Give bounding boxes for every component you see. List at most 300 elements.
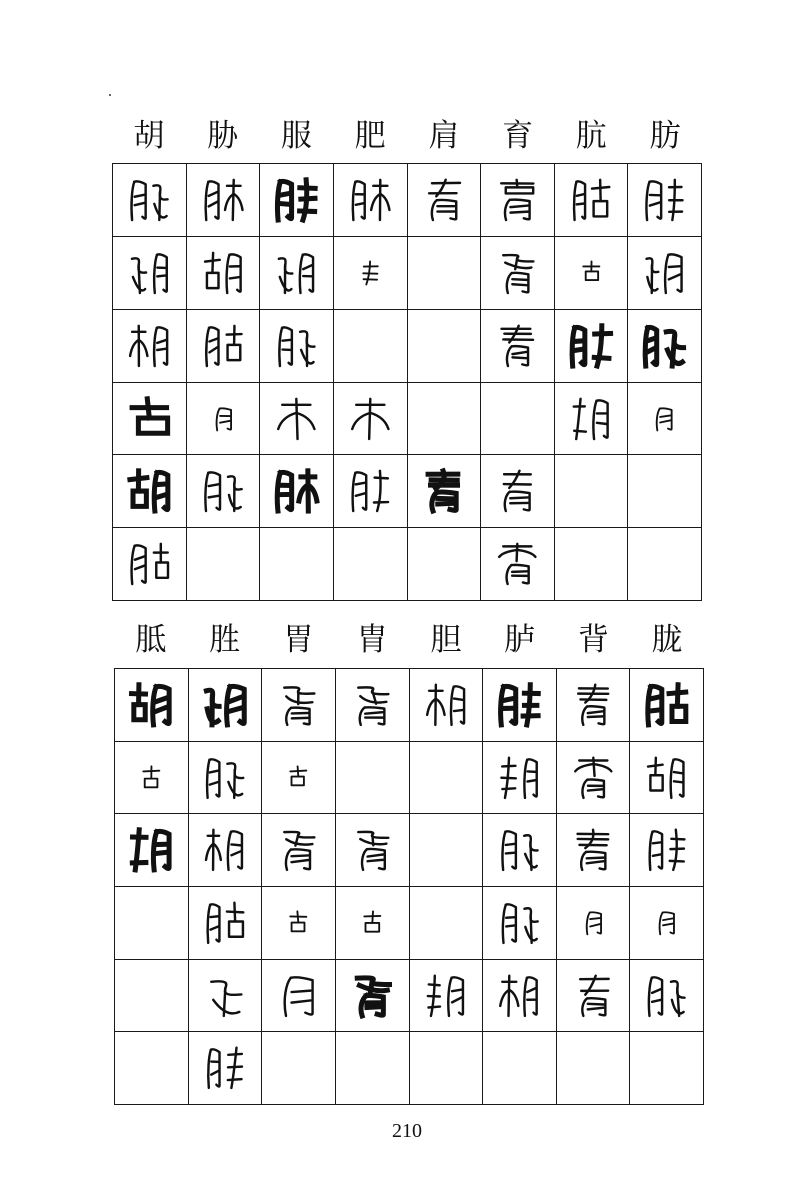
glyph-cell	[630, 887, 704, 960]
glyph-cell	[189, 1032, 263, 1105]
glyph-strokes	[353, 180, 390, 220]
glyph-strokes	[352, 398, 388, 438]
glyph-stroke	[157, 707, 168, 711]
glyph-stroke	[586, 912, 589, 934]
glyph-stroke	[512, 273, 529, 292]
glyph-strokes	[278, 471, 318, 511]
glyph-cell	[336, 669, 410, 742]
glyph-stroke	[576, 398, 580, 438]
header-character: 肮	[575, 118, 607, 154]
table-2-header-row	[114, 623, 704, 657]
glyph-strokes	[132, 685, 170, 725]
glyph-stroke	[292, 1000, 311, 1002]
glyph-stroke	[356, 203, 364, 205]
glyph-stroke	[437, 504, 454, 505]
glyph-stroke	[159, 192, 160, 220]
glyph-stroke	[135, 566, 145, 570]
empty-cell	[408, 310, 482, 383]
glyph-stroke	[510, 200, 530, 220]
glyph-strokes	[648, 757, 683, 797]
glyph-strokes	[278, 398, 314, 438]
glyph-stroke	[278, 473, 281, 511]
glyph-cell	[557, 814, 631, 887]
seal-glyph-small-icon	[334, 237, 407, 309]
glyph-stroke	[286, 850, 291, 870]
empty-cell	[410, 887, 484, 960]
glyph-stroke	[157, 327, 167, 364]
glyph-cell	[483, 669, 557, 742]
glyph-stroke	[506, 925, 515, 926]
glyph-strokes	[278, 180, 316, 220]
seal-glyph-icon	[262, 669, 335, 741]
glyph-strokes	[650, 830, 685, 870]
seal-glyph-icon	[630, 960, 703, 1032]
glyph-stroke	[672, 839, 685, 840]
header-character: 胄	[356, 622, 388, 658]
glyph-stroke	[670, 861, 684, 862]
glyph-stroke	[678, 685, 679, 706]
glyph-stroke	[135, 546, 146, 583]
glyph-stroke	[365, 707, 385, 724]
glyph-cell	[408, 164, 482, 237]
header-character: 服	[280, 118, 312, 154]
glyph-stroke	[650, 202, 660, 205]
glyph-stroke	[282, 327, 292, 364]
glyph-stroke	[208, 1050, 211, 1088]
glyph-stroke	[506, 832, 516, 869]
glyph-stroke	[577, 204, 585, 205]
glyph-cell	[557, 669, 631, 742]
glyph-stroke	[590, 912, 601, 933]
glyph-strokes	[574, 180, 609, 220]
glyph-stroke	[650, 832, 653, 870]
glyph-strokes	[358, 832, 388, 870]
glyph-strokes	[285, 687, 315, 725]
glyph-cell	[557, 742, 631, 815]
seal-glyph-bold-icon	[336, 960, 409, 1032]
glyph-stroke	[660, 912, 663, 934]
table-2-glyph-grid	[114, 668, 704, 1105]
glyph-stroke	[586, 858, 603, 859]
empty-cell	[262, 1032, 336, 1105]
seal-glyph-icon	[334, 164, 407, 236]
seal-glyph-small-icon	[555, 237, 628, 309]
glyph-strokes	[132, 398, 168, 432]
glyph-stroke	[209, 770, 218, 772]
glyph-cell	[262, 814, 336, 887]
glyph-stroke	[209, 347, 217, 352]
glyph-strokes	[285, 977, 313, 1016]
glyph-stroke	[157, 697, 168, 701]
glyph-stroke	[352, 412, 370, 428]
glyph-strokes	[648, 685, 686, 725]
glyph-stroke	[360, 707, 365, 724]
glyph-stroke	[428, 1006, 440, 1007]
glyph-stroke	[157, 348, 166, 349]
glyph-stroke	[223, 987, 225, 1015]
glyph-stroke	[291, 708, 309, 725]
empty-cell	[555, 455, 629, 528]
glyph-stroke	[651, 697, 661, 699]
glyph-stroke	[647, 182, 650, 220]
glyph-stroke	[653, 855, 661, 857]
glyph-stroke	[208, 202, 217, 207]
glyph-stroke	[231, 845, 240, 846]
glyph-strokes	[580, 975, 609, 1015]
glyph-stroke	[207, 905, 210, 943]
glyph-cell	[113, 164, 187, 237]
glyph-stroke	[154, 473, 157, 511]
seal-glyph-icon	[189, 742, 262, 814]
glyph-stroke	[370, 412, 388, 428]
glyph-stroke	[227, 832, 230, 870]
glyph-stroke	[157, 473, 168, 510]
glyph-stroke	[512, 279, 526, 280]
seal-glyph-icon	[481, 528, 554, 600]
glyph-stroke	[452, 989, 462, 991]
glyph-strokes	[586, 912, 600, 934]
header-character: 肪	[649, 118, 681, 154]
glyph-stroke	[590, 918, 600, 919]
glyph-stroke	[139, 265, 140, 293]
glyph-stroke	[511, 212, 529, 213]
glyph-stroke	[648, 687, 651, 725]
glyph-stroke	[363, 279, 377, 280]
glyph-stroke	[435, 699, 444, 715]
glyph-cell	[115, 669, 189, 742]
glyph-strokes	[660, 912, 674, 934]
header-character: 育	[502, 118, 534, 154]
glyph-stroke	[145, 778, 158, 787]
seal-glyph-icon	[628, 237, 701, 309]
seal-glyph-small-icon	[187, 383, 260, 455]
glyph-cell	[334, 383, 408, 456]
empty-cell	[334, 310, 408, 383]
glyph-stroke	[213, 1000, 239, 1014]
seal-glyph-small-icon	[115, 742, 188, 814]
glyph-stroke	[278, 412, 296, 428]
glyph-stroke	[212, 253, 213, 273]
seal-glyph-icon	[187, 455, 260, 527]
glyph-strokes	[575, 757, 611, 797]
glyph-stroke	[663, 924, 673, 926]
seal-glyph-icon	[408, 164, 481, 236]
glyph-stroke	[134, 181, 145, 218]
glyph-stroke	[210, 904, 219, 941]
glyph-stroke	[512, 565, 529, 584]
glyph-stroke	[291, 977, 313, 1014]
glyph-stroke	[593, 400, 596, 438]
glyph-stroke	[380, 194, 389, 210]
glyph-cell	[187, 455, 261, 528]
glyph-stroke	[669, 266, 681, 267]
seal-glyph-bold-icon	[408, 455, 481, 527]
glyph-strokes	[130, 471, 168, 511]
glyph-strokes	[499, 544, 535, 584]
glyph-stroke	[505, 492, 510, 511]
glyph-cell	[408, 455, 482, 528]
seal-glyph-icon	[262, 814, 335, 886]
glyph-cell	[483, 960, 557, 1033]
glyph-stroke	[303, 254, 313, 291]
glyph-stroke	[575, 327, 585, 364]
glyph-stroke	[513, 357, 527, 358]
glyph-strokes	[657, 408, 672, 430]
empty-cell	[410, 814, 484, 887]
glyph-stroke	[517, 180, 518, 188]
glyph-cell	[260, 383, 334, 456]
glyph-stroke	[596, 400, 607, 437]
glyph-stroke	[454, 699, 463, 700]
glyph-stroke	[517, 550, 535, 557]
glyph-stroke	[280, 327, 283, 365]
glyph-stroke	[503, 832, 506, 870]
glyph-stroke	[666, 255, 669, 293]
glyph-stroke	[297, 412, 315, 428]
glyph-stroke	[650, 181, 662, 218]
glyph-stroke	[210, 926, 218, 929]
empty-cell	[628, 528, 702, 601]
glyph-stroke	[581, 852, 586, 870]
seal-glyph-icon	[483, 960, 556, 1032]
glyph-stroke	[674, 781, 682, 782]
glyph-cell	[187, 310, 261, 383]
glyph-cell	[483, 887, 557, 960]
glyph-stroke	[527, 977, 537, 1014]
glyph-stroke	[590, 924, 600, 926]
glyph-strokes	[206, 686, 244, 725]
glyph-stroke	[507, 346, 512, 366]
glyph-stroke	[154, 255, 157, 293]
seal-glyph-icon	[187, 237, 260, 309]
seal-glyph-small-icon	[628, 383, 701, 455]
empty-cell	[557, 1032, 631, 1105]
glyph-stroke	[227, 345, 240, 360]
seal-glyph-bold-icon	[555, 310, 628, 382]
glyph-stroke	[138, 417, 167, 432]
seal-glyph-icon	[113, 528, 186, 600]
glyph-stroke	[513, 352, 527, 354]
glyph-cell	[481, 164, 555, 237]
glyph-stroke	[574, 182, 576, 220]
glyph-cell	[628, 237, 702, 310]
empty-cell	[115, 887, 189, 960]
seal-glyph-bold-icon	[260, 164, 333, 236]
glyph-cell	[481, 528, 555, 601]
glyph-stroke	[205, 473, 208, 511]
glyph-stroke	[504, 698, 515, 700]
glyph-stroke	[507, 273, 512, 293]
glyph-stroke	[661, 415, 671, 417]
glyph-stroke	[660, 408, 672, 429]
glyph-stroke	[588, 1007, 604, 1009]
seal-glyph-icon	[555, 164, 628, 236]
glyph-stroke	[657, 408, 660, 430]
glyph-stroke	[292, 856, 309, 857]
glyph-stroke	[505, 200, 510, 220]
glyph-stroke	[287, 840, 313, 845]
glyph-stroke	[646, 327, 649, 365]
glyph-stroke	[211, 1071, 218, 1075]
glyph-cell	[334, 164, 408, 237]
glyph-stroke	[588, 1003, 604, 1004]
glyph-stroke	[509, 989, 518, 1005]
glyph-strokes	[206, 830, 242, 870]
seal-glyph-icon	[630, 814, 703, 886]
empty-cell	[408, 237, 482, 310]
glyph-stroke	[649, 347, 657, 351]
glyph-stroke	[219, 408, 230, 429]
seal-glyph-bold-icon	[113, 455, 186, 527]
glyph-strokes	[208, 1048, 242, 1088]
glyph-stroke	[208, 496, 218, 498]
glyph-stroke	[292, 776, 304, 785]
glyph-cell	[336, 887, 410, 960]
glyph-cell	[555, 237, 629, 310]
glyph-stroke	[597, 422, 607, 423]
glyph-stroke	[132, 546, 135, 584]
glyph-strokes	[291, 766, 307, 785]
glyph-stroke	[367, 855, 383, 857]
glyph-cell	[189, 742, 263, 815]
glyph-stroke	[504, 686, 516, 723]
glyph-stroke	[283, 339, 291, 340]
glyph-stroke	[652, 977, 662, 1014]
glyph-stroke	[499, 550, 517, 557]
empty-cell	[630, 1032, 704, 1105]
glyph-stroke	[588, 789, 602, 790]
glyph-cell	[113, 310, 187, 383]
seal-glyph-icon	[481, 455, 554, 527]
glyph-stroke	[229, 277, 239, 278]
seal-glyph-icon	[483, 742, 556, 814]
glyph-cell	[555, 164, 629, 237]
scan-speck	[109, 94, 111, 96]
glyph-stroke	[512, 346, 528, 365]
glyph-cell	[187, 383, 261, 456]
glyph-cell	[481, 455, 555, 528]
glyph-cell	[260, 164, 334, 237]
glyph-cell	[481, 310, 555, 383]
glyph-stroke	[531, 915, 532, 943]
glyph-stroke	[572, 327, 575, 365]
seal-glyph-bold-icon	[260, 455, 333, 527]
header-character: 胡	[133, 118, 165, 154]
header-character: 胃	[282, 622, 314, 658]
glyph-stroke	[588, 716, 603, 717]
glyph-stroke	[372, 911, 373, 923]
glyph-stroke	[209, 782, 218, 785]
glyph-strokes	[583, 261, 599, 280]
glyph-stroke	[600, 180, 601, 201]
glyph-stroke	[208, 484, 218, 486]
glyph-stroke	[510, 498, 528, 499]
glyph-stroke	[229, 921, 243, 936]
glyph-stroke	[153, 832, 156, 870]
glyph-stroke	[211, 1050, 220, 1087]
glyph-stroke	[582, 779, 587, 797]
glyph-cell	[189, 669, 263, 742]
seal-glyph-small-icon	[336, 887, 409, 959]
glyph-stroke	[210, 916, 218, 917]
glyph-strokes	[363, 261, 378, 284]
glyph-stroke	[131, 182, 134, 220]
glyph-strokes	[502, 757, 537, 797]
seal-glyph-bold-icon	[113, 383, 186, 455]
glyph-stroke	[158, 495, 167, 498]
glyph-cell	[115, 814, 189, 887]
glyph-stroke	[669, 254, 682, 291]
glyph-cell	[410, 669, 484, 742]
empty-cell	[115, 1032, 189, 1105]
glyph-strokes	[647, 180, 683, 220]
glyph-stroke	[355, 181, 364, 218]
glyph-stroke	[651, 775, 663, 790]
glyph-cell	[262, 669, 336, 742]
glyph-cell	[336, 814, 410, 887]
glyph-stroke	[448, 977, 451, 1015]
glyph-strokes	[279, 254, 313, 293]
glyph-stroke	[356, 494, 365, 497]
header-character: 肩	[428, 118, 460, 154]
glyph-stroke	[207, 759, 209, 797]
glyph-cell	[628, 383, 702, 456]
glyph-stroke	[281, 473, 292, 510]
header-character: 胝	[135, 622, 167, 658]
glyph-stroke	[230, 686, 244, 723]
glyph-stroke	[216, 408, 219, 430]
glyph-stroke	[281, 181, 292, 218]
empty-cell	[628, 455, 702, 528]
glyph-stroke	[506, 904, 516, 941]
glyph-stroke	[154, 327, 157, 365]
glyph-cell	[334, 237, 408, 310]
glyph-strokes	[647, 254, 682, 293]
glyph-stroke	[208, 181, 218, 218]
seal-glyph-icon	[113, 237, 186, 309]
empty-cell	[115, 960, 189, 1033]
seal-glyph-icon	[260, 237, 333, 309]
glyph-stroke	[220, 420, 230, 422]
header-character: 胜	[209, 622, 241, 658]
glyph-stroke	[525, 759, 528, 797]
glyph-cell	[113, 455, 187, 528]
glyph-strokes	[502, 325, 534, 365]
glyph-stroke	[575, 340, 584, 341]
glyph-stroke	[233, 194, 242, 210]
seal-glyph-small-icon	[262, 887, 335, 959]
seal-glyph-icon	[189, 814, 262, 886]
glyph-stroke	[213, 844, 220, 860]
glyph-stroke	[230, 707, 243, 710]
glyph-stroke	[227, 1079, 241, 1080]
glyph-stroke	[153, 687, 156, 725]
glyph-stroke	[593, 201, 607, 216]
glyph-cell	[113, 237, 187, 310]
glyph-strokes	[130, 325, 167, 365]
seal-glyph-icon	[189, 887, 262, 959]
glyph-cell	[187, 164, 261, 237]
seal-glyph-icon	[410, 669, 483, 741]
glyph-stroke	[292, 860, 309, 862]
glyph-stroke	[157, 275, 166, 276]
glyph-stroke	[652, 989, 661, 993]
glyph-stroke	[506, 853, 515, 854]
glyph-cell	[410, 960, 484, 1033]
glyph-strokes	[364, 911, 380, 931]
empty-cell	[336, 1032, 410, 1105]
empty-cell	[408, 528, 482, 601]
